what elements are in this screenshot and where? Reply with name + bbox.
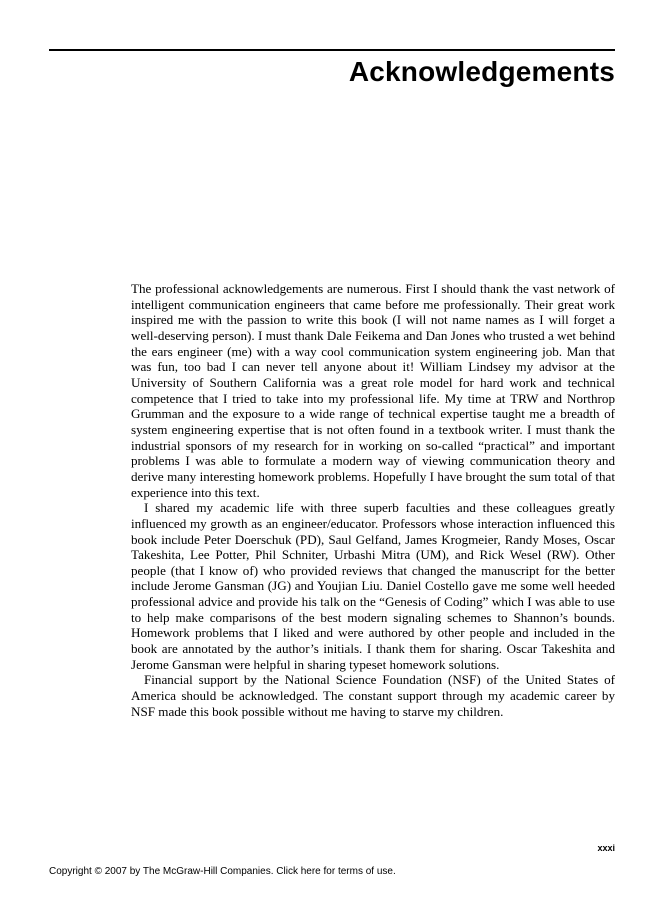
terms-of-use-link[interactable]: Click here for terms of use. — [276, 866, 396, 877]
copyright-text: Copyright © 2007 by The McGraw-Hill Companies. — [49, 866, 274, 877]
paragraph-professional: The professional acknowledgements are numerous. First I should thank the vast network of intelligent communication engineers that came before me professionally. Their great work inspired me with the passion to write this book (I will not name names as I will forget a well-deserving person). I must thank Dale Feikema and Dan Jones who trusted a wet behind the ears engineer (me) with a way cool communication system engineering job. Man that was fun, too bad I can never tell anyone about it! William Lindsey my advisor at the University of Southern California was a great role model for hard work and technical competence that I tried to take into my professional life. My time at TRW and Northrop Grumman and the exposure to a wide range of technical expertise taught me a breadth of system engineering expertise that is not often found in a textbook writer. I must thank the industrial sponsors of my research for in working on so-called “practical” and important problems I was able to formulate a modern way of viewing communication theory and derive many interesting homework problems. Hopefully I have brought the sum total of that experience into this text. — [131, 281, 615, 500]
top-rule — [49, 49, 615, 51]
paragraph-academic: I shared my academic life with three superb faculties and these colleagues greatly influenced my growth as an engineer/educator. Professors whose interaction influenced this book include Peter Doerschuk (PD), Saul Gelfand, James Krogmeier, Randy Moses, Oscar Takeshita, Lee Potter, Phil Schniter, Urbashi Mitra (UM), and Rick Wesel (RW). Other people (that I know of) who provided reviews that changed the manuscript for the better include Jerome Gansman (JG) and Youjian Liu. Daniel Costello gave me some well heeded professional advice and provide his talk on the “Genesis of Coding” which I was able to use to help make comparisons of the best modern signaling schemes to Shannon’s bounds. Homework problems that I liked and were authored by other people and included in the book are annotated by the author’s initials. I thank them for sharing. Oscar Takeshita and Jerome Gansman were helpful in sharing typeset homework solutions. — [131, 500, 615, 672]
copyright-footer — [49, 866, 396, 877]
paragraph-financial: Financial support by the National Science Foundation (NSF) of the United States of America should be acknowledged. The constant support through my academic career by NSF made this book possible without me having to starve my children. — [131, 672, 615, 719]
page-title: Acknowledgements — [348, 56, 615, 87]
page-number: xxxi — [597, 843, 615, 853]
body-text — [131, 281, 615, 719]
